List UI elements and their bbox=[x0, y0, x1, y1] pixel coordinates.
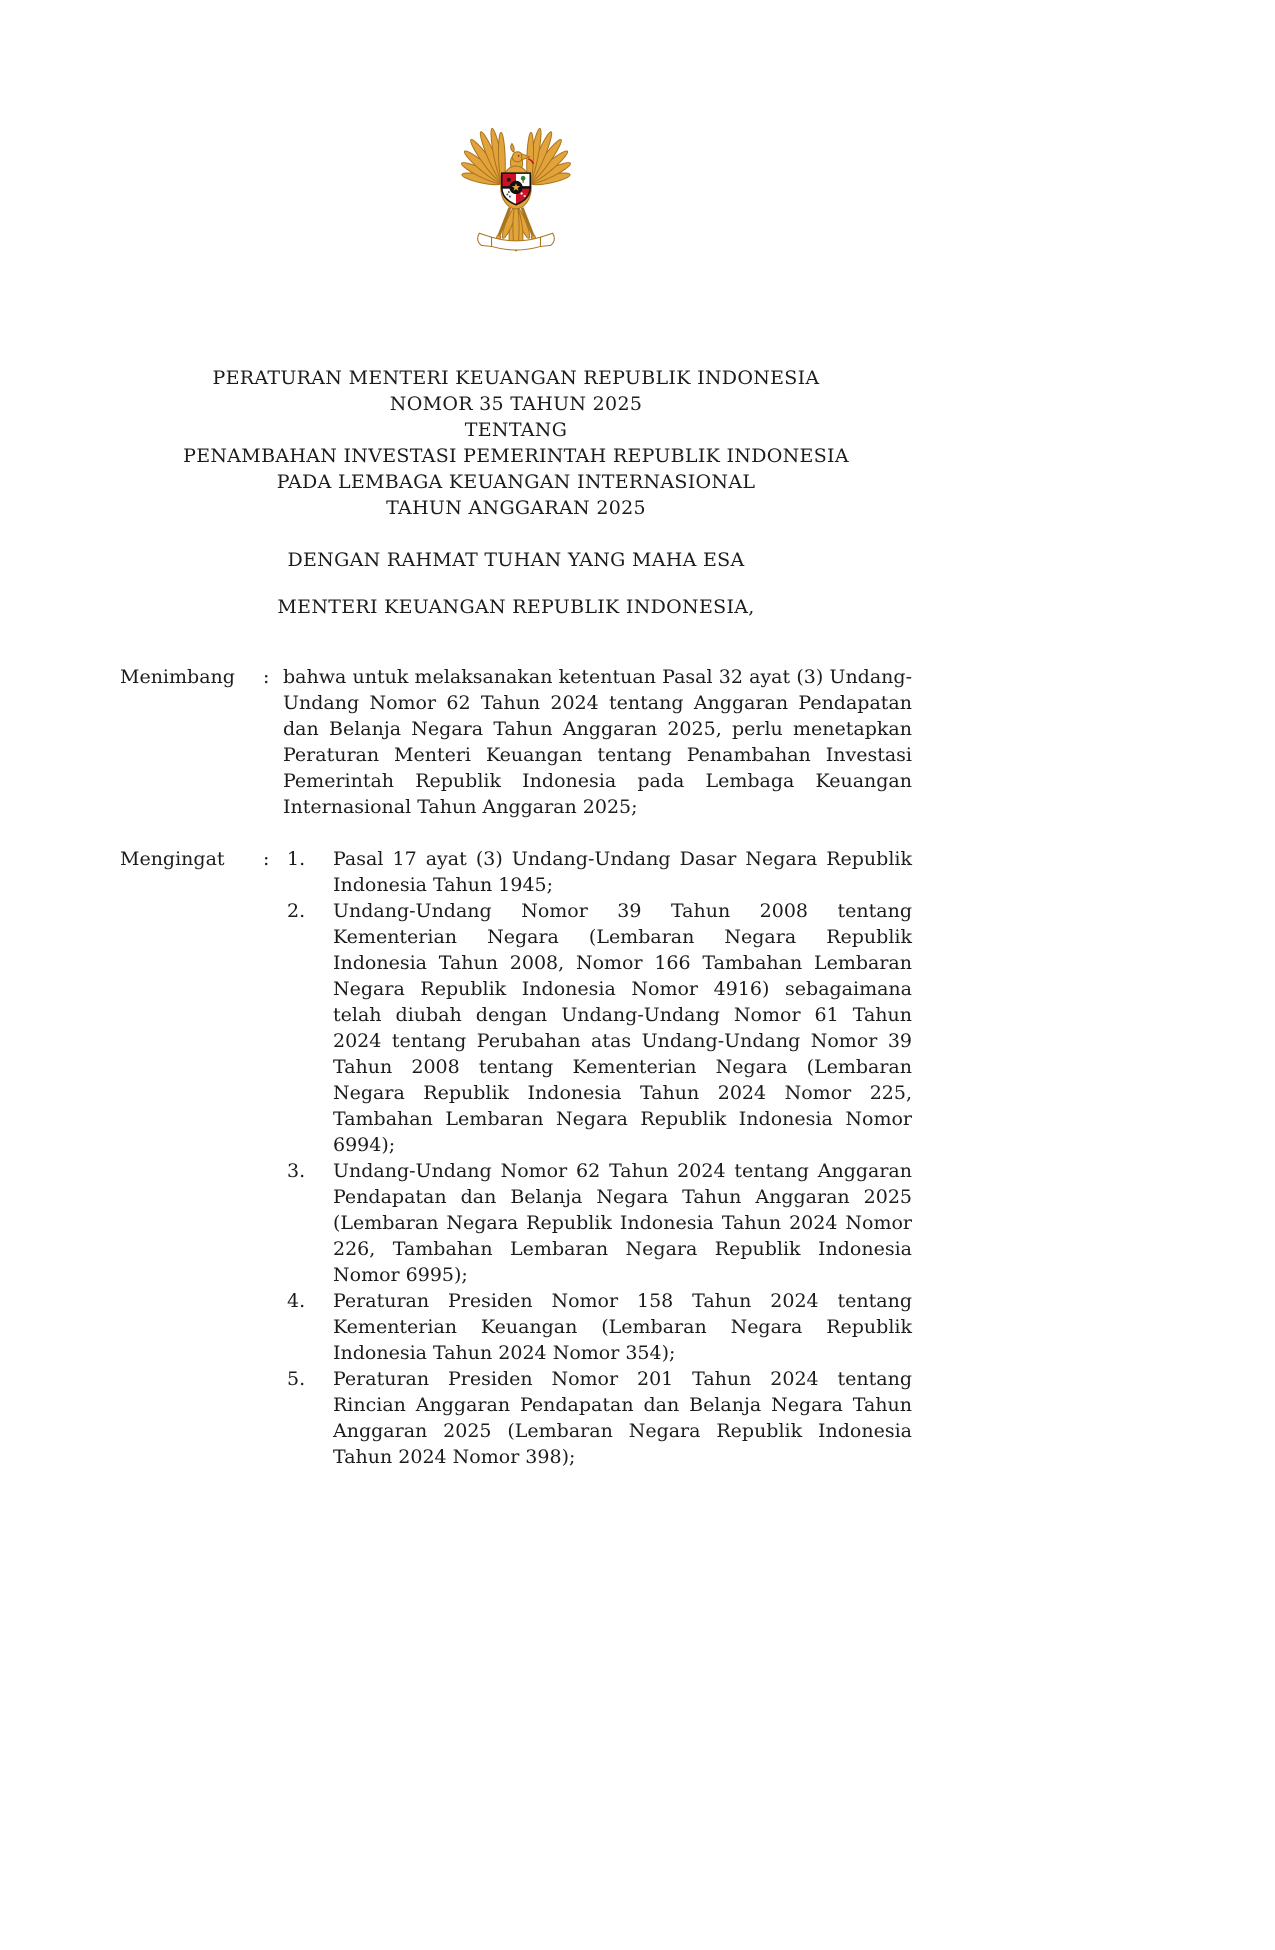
mengingat-item bbox=[283, 1158, 912, 1288]
title-line-2: NOMOR 35 TAHUN 2025 bbox=[389, 393, 643, 415]
item-number: 1. bbox=[287, 848, 306, 870]
item-text: Undang-Undang Nomor 39 Tahun 2008 tentang Kementerian Negara (Lembaran Negara Republik Indonesia Tahun 2008, Nomor 166 Tambahan Lembaran Negara Republik Indonesia Nomor 4916) sebagaimana telah diubah dengan Undang-Undang Nomor 61 Tahun 2024 tentang Perubahan atas Undang-Undang Nomor 39 Tahun 2008 tentang Kementerian Negara (Lembaran Negara Republik Indonesia Tahun 2024 Nomor 225, Tambahan Lembaran Negara Republik Indonesia Nomor 6994); bbox=[333, 900, 912, 1156]
mengingat-item bbox=[283, 1288, 912, 1366]
menimbang-separator: : bbox=[263, 666, 270, 688]
item-text: Peraturan Presiden Nomor 158 Tahun 2024 tentang Kementerian Keuangan (Lembaran Negara Republik Indonesia Tahun 2024 Nomor 354); bbox=[333, 1290, 912, 1364]
document-content bbox=[120, 0, 912, 1470]
item-text: Undang-Undang Nomor 62 Tahun 2024 tentang Anggaran Pendapatan dan Belanja Negara Tahun Anggaran 2025 (Lembaran Negara Republik Indonesia Tahun 2024 Nomor 226, Tambahan Lembaran Negara Republik Indonesia Nomor 6995); bbox=[333, 1160, 912, 1286]
mengingat-item bbox=[283, 1366, 912, 1470]
mengingat-item bbox=[283, 898, 912, 1158]
title-line-6: TAHUN ANGGARAN 2025 bbox=[386, 497, 646, 519]
menimbang-text: bahwa untuk melaksanakan ketentuan Pasal 32 ayat (3) Undang-Undang Nomor 62 Tahun 2024 tentang Anggaran Pendapatan dan Belanja Negara Tahun Anggaran 2025, perlu menetapkan Peraturan Menteri Keuangan tentang Penambahan Investasi Pemerintah Republik Indonesia pada Lembaga Keuangan Internasional Tahun Anggaran 2025; bbox=[283, 666, 912, 818]
mengingat-separator: : bbox=[263, 848, 270, 870]
item-number: 5. bbox=[287, 1368, 306, 1390]
menimbang-clause bbox=[120, 664, 912, 820]
mengingat-label: Mengingat bbox=[120, 848, 225, 870]
garuda-pancasila-icon bbox=[460, 122, 572, 265]
mengingat-clause bbox=[120, 846, 912, 1470]
item-text: Peraturan Presiden Nomor 201 Tahun 2024 tentang Rincian Anggaran Pendapatan dan Belanja Negara Tahun Anggaran 2025 (Lembaran Negara Republik Indonesia Tahun 2024 Nomor 398); bbox=[333, 1368, 912, 1468]
mengingat-list bbox=[283, 846, 912, 1470]
document-title bbox=[120, 365, 912, 521]
mengingat-item bbox=[283, 846, 912, 898]
title-line-1: PERATURAN MENTERI KEUANGAN REPUBLIK INDONESIA bbox=[212, 367, 820, 389]
authority-line: MENTERI KEUANGAN REPUBLIK INDONESIA, bbox=[277, 596, 755, 618]
menimbang-label: Menimbang bbox=[120, 666, 235, 688]
invocation-line: DENGAN RAHMAT TUHAN YANG MAHA ESA bbox=[287, 549, 745, 571]
garuda-pancasila-emblem bbox=[460, 122, 572, 265]
item-number: 4. bbox=[287, 1290, 306, 1312]
title-line-5: PADA LEMBAGA KEUANGAN INTERNASIONAL bbox=[276, 471, 756, 493]
item-number: 3. bbox=[287, 1160, 306, 1182]
title-line-4: PENAMBAHAN INVESTASI PEMERINTAH REPUBLIK INDONESIA bbox=[183, 445, 849, 467]
item-text: Pasal 17 ayat (3) Undang-Undang Dasar Negara Republik Indonesia Tahun 1945; bbox=[333, 848, 912, 896]
title-line-3: TENTANG bbox=[464, 419, 568, 441]
item-number: 2. bbox=[287, 900, 306, 922]
